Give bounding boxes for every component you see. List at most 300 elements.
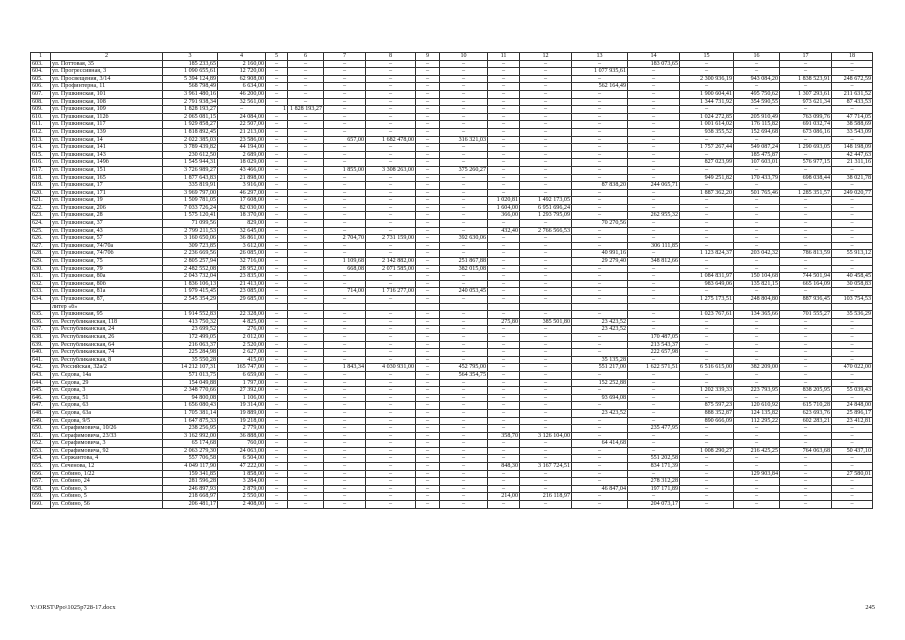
value-cell: – (520, 288, 572, 296)
table-row (31, 470, 873, 478)
value-cell: – (832, 106, 873, 114)
value-cell: – (734, 333, 780, 341)
value-cell: – (288, 151, 324, 159)
value-cell: 2 160,00 (218, 60, 266, 68)
value-cell: – (628, 379, 680, 387)
value-cell: 827 023,99 (680, 159, 734, 167)
value-cell: 1 109,68 (324, 258, 366, 266)
row-number-cell: 626. (31, 235, 51, 243)
value-cell: 1 682 478,00 (366, 136, 416, 144)
value-cell: – (520, 447, 572, 455)
value-cell: – (416, 371, 440, 379)
value-cell: 197 171,89 (628, 485, 680, 493)
value-cell: 1 797,00 (218, 379, 266, 387)
value-cell: – (520, 440, 572, 448)
value-cell: – (366, 501, 416, 509)
value-cell: – (416, 311, 440, 319)
value-cell: – (266, 409, 288, 417)
value-cell: – (628, 250, 680, 258)
row-number-cell: 651. (31, 432, 51, 440)
table-row (31, 501, 873, 509)
value-cell: 2 065 081,15 (163, 113, 218, 121)
value-cell: – (680, 425, 734, 433)
table-row (31, 326, 873, 334)
value-cell: 103 754,53 (832, 296, 873, 304)
value-cell: – (366, 493, 416, 501)
value-cell: – (832, 83, 873, 91)
header-cell: 3 (163, 53, 218, 61)
value-cell: 1 492 173,05 (520, 197, 572, 205)
value-cell: – (832, 227, 873, 235)
address-cell: ул. Республиканская, 26 (51, 333, 163, 341)
value-cell: 1 290 693,05 (780, 144, 832, 152)
value-cell: – (680, 440, 734, 448)
value-cell: – (832, 349, 873, 357)
value-cell: 70 270,56 (572, 220, 628, 228)
value-cell: – (780, 470, 832, 478)
value-cell: 33 543,09 (832, 128, 873, 136)
value-cell: – (440, 68, 488, 76)
value-cell: 2 791 938,34 (163, 98, 218, 106)
value-cell: – (832, 288, 873, 296)
table-row (31, 296, 873, 304)
value-cell: 1 285 351,57 (780, 189, 832, 197)
value-cell: 21 311,16 (832, 159, 873, 167)
value-cell: – (288, 333, 324, 341)
value-cell: 576 977,15 (780, 159, 832, 167)
value-cell: 251 867,88 (440, 258, 488, 266)
value-cell: – (734, 68, 780, 76)
value-cell: – (734, 455, 780, 463)
value-cell: – (680, 341, 734, 349)
value-cell: – (288, 326, 324, 334)
value-cell: – (324, 189, 366, 197)
row-number-cell: 648. (31, 409, 51, 417)
row-number-cell: 617. (31, 166, 51, 174)
header-cell: 15 (680, 53, 734, 61)
value-cell: – (440, 60, 488, 68)
address-cell: ул. Пушкинская, 112б (51, 113, 163, 121)
value-cell: – (366, 98, 416, 106)
value-cell: – (324, 113, 366, 121)
value-cell: – (416, 288, 440, 296)
value-cell: – (366, 318, 416, 326)
value-cell: – (440, 250, 488, 258)
value-cell: 14 212 107,31 (163, 364, 218, 372)
value-cell: – (680, 242, 734, 250)
value-cell: 701 555,27 (780, 311, 832, 319)
row-number-cell: 612. (31, 128, 51, 136)
value-cell: – (734, 204, 780, 212)
value-cell: – (520, 425, 572, 433)
address-cell: ул. Республиканская, 8 (51, 356, 163, 364)
value-cell: 890 666,09 (680, 417, 734, 425)
value-cell: – (628, 166, 680, 174)
value-cell: – (324, 333, 366, 341)
address-cell: ул. Серафимовича, 92 (51, 447, 163, 455)
value-cell: – (416, 379, 440, 387)
value-cell: 205 910,49 (734, 113, 780, 121)
value-cell: – (288, 136, 324, 144)
value-cell: – (680, 478, 734, 486)
value-cell: 185 233,65 (163, 60, 218, 68)
value-cell: – (734, 83, 780, 91)
value-cell: – (266, 364, 288, 372)
value-cell: – (488, 402, 520, 410)
value-cell: – (734, 318, 780, 326)
value-cell: 135 821,15 (734, 280, 780, 288)
value-cell: 18 370,00 (218, 212, 266, 220)
value-cell: – (628, 220, 680, 228)
value-cell: – (572, 227, 628, 235)
value-cell: 2 482 552,08 (163, 265, 218, 273)
value-cell: – (628, 288, 680, 296)
value-cell: 983 649,06 (680, 280, 734, 288)
table-row (31, 90, 873, 98)
value-cell: 170 433,79 (734, 174, 780, 182)
value-cell: 24 084,00 (218, 113, 266, 121)
table-row (31, 447, 873, 455)
value-cell: – (288, 463, 324, 471)
value-cell: – (266, 440, 288, 448)
value-cell: 1 545 944,31 (163, 159, 218, 167)
row-number-cell: 611. (31, 121, 51, 129)
value-cell: – (734, 501, 780, 509)
value-cell: – (266, 235, 288, 243)
value-cell: – (680, 379, 734, 387)
value-cell: 82 030,00 (218, 204, 266, 212)
value-cell: – (324, 318, 366, 326)
row-number-cell: 616. (31, 159, 51, 167)
value-cell: – (832, 356, 873, 364)
value-cell: – (416, 174, 440, 182)
row-number-cell: 628. (31, 250, 51, 258)
value-cell: – (520, 174, 572, 182)
value-cell: – (366, 417, 416, 425)
value-cell: – (520, 326, 572, 334)
value-cell: – (324, 379, 366, 387)
value-cell: – (416, 182, 440, 190)
value-cell: – (488, 447, 520, 455)
value-cell: – (324, 326, 366, 334)
value-cell: – (324, 440, 366, 448)
value-cell: – (572, 501, 628, 509)
value-cell: – (832, 204, 873, 212)
value-cell: – (288, 501, 324, 509)
table-row (31, 204, 873, 212)
value-cell: – (266, 121, 288, 129)
row-number-cell: 659. (31, 493, 51, 501)
value-cell: – (288, 204, 324, 212)
value-cell: – (572, 106, 628, 114)
value-cell: – (324, 417, 366, 425)
value-cell: – (288, 174, 324, 182)
value-cell: – (440, 311, 488, 319)
value-cell: 55 913,12 (832, 250, 873, 258)
value-cell: – (832, 341, 873, 349)
value-cell: – (440, 341, 488, 349)
value-cell: – (416, 90, 440, 98)
value-cell: – (572, 371, 628, 379)
address-cell: ул. Серафимовича, 10/26 (51, 425, 163, 433)
value-cell: 1 023 767,61 (680, 311, 734, 319)
address-cell: ул. Собино, 5 (51, 493, 163, 501)
value-cell: – (266, 265, 288, 273)
value-cell: 3 126 104,00 (520, 432, 572, 440)
table-row (31, 273, 873, 281)
value-cell: 238 256,95 (163, 425, 218, 433)
table-row (31, 311, 873, 319)
value-cell: – (416, 280, 440, 288)
table-row (31, 121, 873, 129)
row-number-cell: 637. (31, 326, 51, 334)
address-cell: ул. Республиканская, 118 (51, 318, 163, 326)
value-cell: – (366, 90, 416, 98)
value-cell: 32 645,00 (218, 227, 266, 235)
value-cell: – (440, 409, 488, 417)
value-cell: – (572, 121, 628, 129)
value-cell: – (628, 144, 680, 152)
table-row (31, 136, 873, 144)
row-number-cell: 638. (31, 333, 51, 341)
value-cell: 413 750,32 (163, 318, 218, 326)
value-cell: – (416, 273, 440, 281)
value-cell: – (488, 182, 520, 190)
value-cell: – (780, 493, 832, 501)
value-cell: – (628, 159, 680, 167)
value-cell: – (266, 432, 288, 440)
value-cell: – (266, 463, 288, 471)
address-cell: ул. Пушкинская, 75 (51, 258, 163, 266)
value-cell: – (366, 379, 416, 387)
value-cell: – (628, 174, 680, 182)
table-row (31, 493, 873, 501)
value-cell: 1 020,81 (488, 197, 520, 205)
value-cell: – (324, 394, 366, 402)
value-cell: 2 779,00 (218, 425, 266, 433)
value-cell: – (416, 258, 440, 266)
value-cell: – (266, 250, 288, 258)
row-number-cell: 627. (31, 242, 51, 250)
value-cell: 134 365,66 (734, 311, 780, 319)
value-cell: 23 586,00 (218, 136, 266, 144)
value-cell: – (324, 356, 366, 364)
value-cell: – (324, 296, 366, 304)
value-cell: – (440, 280, 488, 288)
value-cell: – (832, 394, 873, 402)
value-cell: – (628, 90, 680, 98)
header-cell: 2 (51, 53, 163, 61)
value-cell: – (734, 394, 780, 402)
value-cell: 657,00 (324, 136, 366, 144)
value-cell: – (520, 68, 572, 76)
value-cell: – (734, 106, 780, 114)
table-row (31, 417, 873, 425)
value-cell: – (416, 333, 440, 341)
value-cell: – (416, 501, 440, 509)
value-cell: – (440, 189, 488, 197)
value-cell: – (780, 151, 832, 159)
value-cell: – (440, 174, 488, 182)
value-cell: – (324, 204, 366, 212)
value-cell: – (488, 68, 520, 76)
value-cell: – (440, 212, 488, 220)
address-cell: ул. Пушкинская, 95 (51, 311, 163, 319)
value-cell: – (520, 311, 572, 319)
value-cell: – (520, 220, 572, 228)
value-cell: – (488, 311, 520, 319)
value-cell: – (366, 204, 416, 212)
value-cell: – (520, 273, 572, 281)
value-cell: 94 800,08 (163, 394, 218, 402)
value-cell: – (266, 75, 288, 83)
row-number-cell: 644. (31, 379, 51, 387)
value-cell: – (324, 470, 366, 478)
value-cell: – (324, 151, 366, 159)
value-cell: 838 205,95 (780, 387, 832, 395)
value-cell: – (488, 121, 520, 129)
value-cell: 2 731 159,00 (366, 235, 416, 243)
value-cell: – (366, 409, 416, 417)
value-cell: 19 218,00 (218, 417, 266, 425)
value-cell: 2 704,70 (324, 235, 366, 243)
value-cell: – (832, 478, 873, 486)
value-cell: 875 597,23 (680, 402, 734, 410)
value-cell: 35 550,28 (163, 356, 218, 364)
value-cell: 27 392,00 (218, 387, 266, 395)
footer-page-number: 245 (865, 604, 875, 611)
value-cell: – (266, 501, 288, 509)
value-cell: – (572, 296, 628, 304)
value-cell: – (780, 83, 832, 91)
value-cell: – (366, 333, 416, 341)
value-cell: – (288, 128, 324, 136)
value-cell: – (416, 128, 440, 136)
value-cell: 107 603,01 (734, 159, 780, 167)
value-cell: 22 507,00 (218, 121, 266, 129)
value-cell: – (488, 235, 520, 243)
value-cell: 316 321,03 (440, 136, 488, 144)
value-cell: 1 106,00 (218, 394, 266, 402)
value-cell: 159 341,85 (163, 470, 218, 478)
value-cell: – (628, 402, 680, 410)
value-cell: 1 858,00 (218, 470, 266, 478)
value-cell: – (288, 68, 324, 76)
value-cell: 366,00 (488, 212, 520, 220)
value-cell: – (416, 485, 440, 493)
value-cell: 4 825,00 (218, 318, 266, 326)
value-cell: – (266, 493, 288, 501)
value-cell: – (832, 136, 873, 144)
address-cell: ул. Пушкинская, 43 (51, 227, 163, 235)
table-body (31, 53, 873, 509)
value-cell: 27 580,01 (832, 470, 873, 478)
value-cell: 38 021,78 (832, 174, 873, 182)
value-cell: – (780, 265, 832, 273)
value-cell: – (572, 470, 628, 478)
value-cell: 43 466,00 (218, 166, 266, 174)
value-cell: – (780, 326, 832, 334)
value-cell: 392 630,06 (440, 235, 488, 243)
value-cell: – (628, 136, 680, 144)
value-cell: – (832, 265, 873, 273)
value-cell: – (266, 273, 288, 281)
value-cell: – (416, 387, 440, 395)
row-number-cell: 603. (31, 60, 51, 68)
row-number-cell: 631. (31, 273, 51, 281)
table-row (31, 288, 873, 296)
value-cell: – (734, 326, 780, 334)
value-cell: 3 612,00 (218, 242, 266, 250)
value-cell: 214,00 (488, 493, 520, 501)
value-cell: – (266, 174, 288, 182)
value-cell: – (324, 227, 366, 235)
address-cell: ул. Пушкинская, 74/70а (51, 242, 163, 250)
value-cell: – (440, 159, 488, 167)
value-cell: – (734, 220, 780, 228)
value-cell: – (520, 265, 572, 273)
value-cell: 1 604,00 (488, 204, 520, 212)
value-cell: – (366, 60, 416, 68)
value-cell: 2 799 211,53 (163, 227, 218, 235)
value-cell: – (266, 318, 288, 326)
value-cell: – (416, 432, 440, 440)
value-cell: – (680, 326, 734, 334)
address-cell: ул. Пушкинская, 79 (51, 265, 163, 273)
value-cell: 248 804,80 (734, 296, 780, 304)
value-cell: – (266, 417, 288, 425)
table-row (31, 113, 873, 121)
value-cell: – (520, 235, 572, 243)
value-cell: – (734, 182, 780, 190)
value-cell: – (366, 68, 416, 76)
row-number-cell: 625. (31, 227, 51, 235)
row-number-cell: 641. (31, 356, 51, 364)
value-cell: – (366, 311, 416, 319)
table-row (31, 280, 873, 288)
value-cell: – (680, 463, 734, 471)
value-cell: – (288, 425, 324, 433)
value-cell: 309 723,85 (163, 242, 218, 250)
value-cell: – (440, 83, 488, 91)
value-cell (780, 303, 832, 311)
value-cell: – (572, 447, 628, 455)
value-cell: – (572, 455, 628, 463)
value-cell: – (680, 60, 734, 68)
value-cell: – (324, 447, 366, 455)
row-number-cell: 606. (31, 83, 51, 91)
value-cell: – (572, 432, 628, 440)
row-number-cell: 618. (31, 174, 51, 182)
value-cell: 3 726 989,27 (163, 166, 218, 174)
row-number-cell: 634. (31, 296, 51, 304)
document-table-container (30, 52, 872, 509)
value-cell: – (734, 60, 780, 68)
value-cell: – (780, 136, 832, 144)
row-number-cell: 655. (31, 463, 51, 471)
value-cell: – (488, 394, 520, 402)
address-cell: ул. Седова, 63а (51, 409, 163, 417)
value-cell: – (440, 182, 488, 190)
value-cell: 1 509 781,05 (163, 197, 218, 205)
value-cell: – (488, 417, 520, 425)
value-cell: 29 685,00 (218, 296, 266, 304)
value-cell: – (780, 197, 832, 205)
value-cell: – (366, 478, 416, 486)
value-cell: – (416, 144, 440, 152)
address-cell: ул. Пушкинская, 87, (51, 296, 163, 304)
value-cell: 568 798,49 (163, 83, 218, 91)
